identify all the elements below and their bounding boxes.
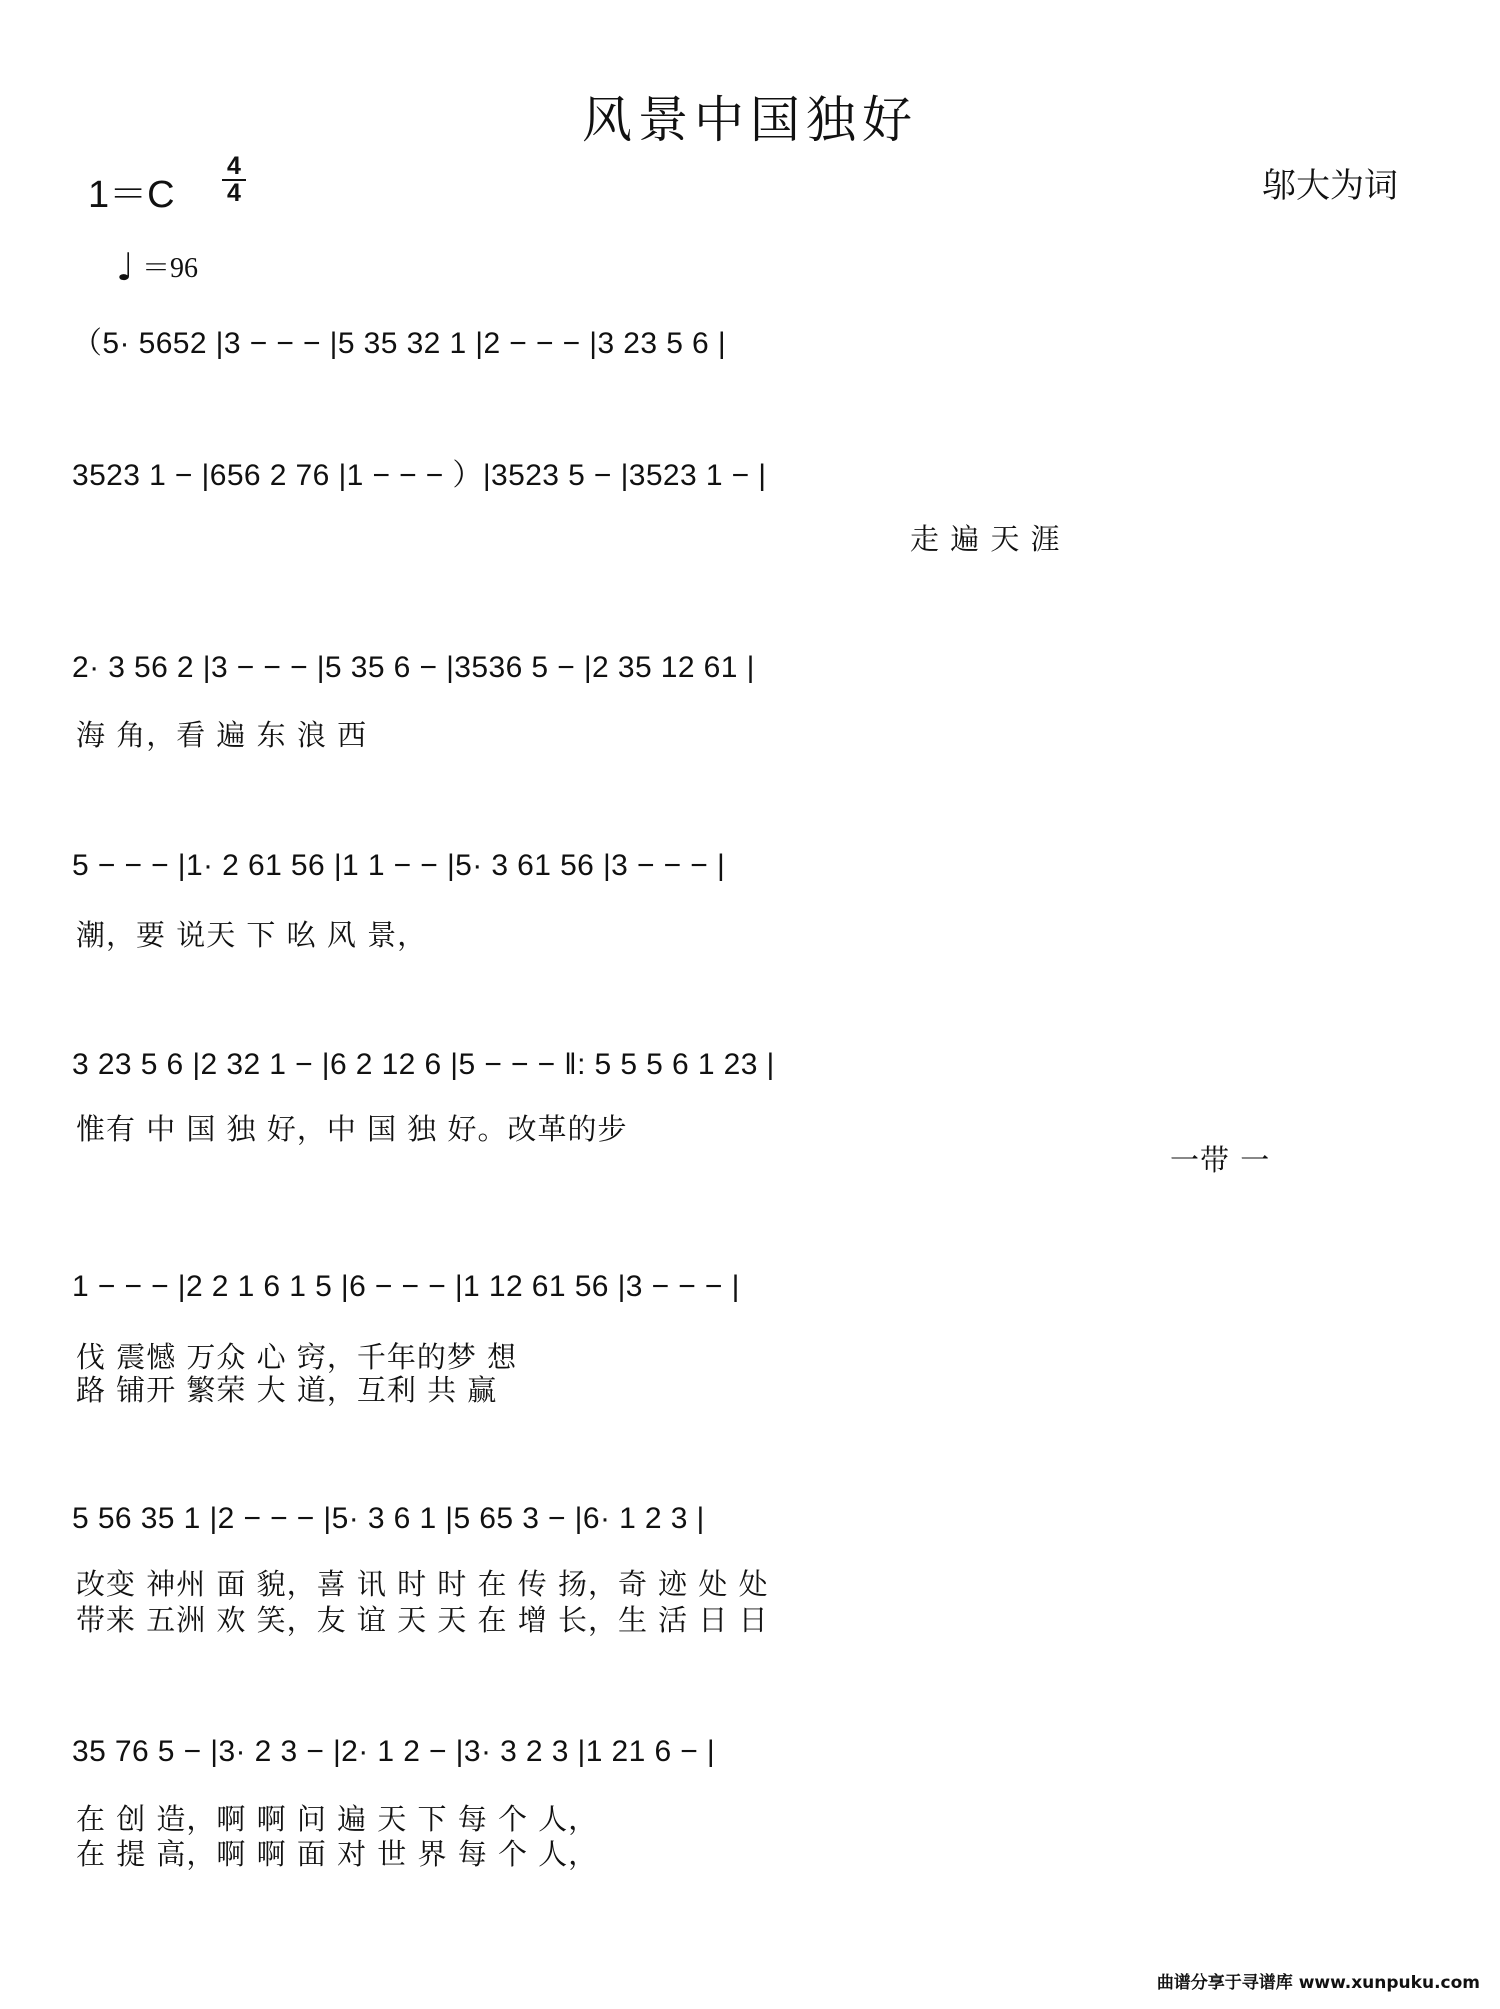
lyric-line-6-1: 伐 震憾 万众 心 窍，千年的梦 想 xyxy=(76,1340,518,1374)
lyric-line-8-2: 在 提 高，啊 啊 面 对 世 界 每 个 人， xyxy=(76,1837,599,1871)
score-line-8: 35 76 5 − |3· 2 3 − |2· 1 2 − |3· 3 2 3 |1 21 6 − | xyxy=(72,1735,716,1768)
lyric-line-5-2: 一带 一 xyxy=(1170,1143,1271,1177)
lyric-line-7-2: 带来 五洲 欢 笑，友 谊 天 天 在 增 长，生 活 日 日 xyxy=(76,1603,769,1637)
lyricist-credit: 邬大为词 xyxy=(1262,166,1398,206)
key-signature: 1＝C xyxy=(88,174,175,216)
time-signature-top: 4 xyxy=(227,152,241,180)
score-line-4: 5 − − − |1· 2 61 56 |1 1 − − |5· 3 61 56 |3 − − − | xyxy=(72,849,726,882)
score-line-7: 5 56 35 1 |2 − − − |5· 3 6 1 |5 65 3 − |6· 1 2 3 | xyxy=(72,1502,705,1535)
lyric-line-4-1: 潮，要 说天 下 吆 风 景， xyxy=(76,918,428,952)
lyric-line-8-1: 在 创 造，啊 啊 问 遍 天 下 每 个 人， xyxy=(76,1802,599,1836)
time-signature-bottom: 4 xyxy=(227,179,241,207)
lyric-line-6-2: 路 铺开 繁荣 大 道，互利 共 赢 xyxy=(76,1373,498,1407)
score-line-5: 3 23 5 6 |2 32 1 − |6 2 12 6 |5 − − − ‖: 5 5 5 6 1 23 | xyxy=(72,1048,775,1081)
lyric-line-7-1: 改变 神州 面 貌，喜 讯 时 时 在 传 扬，奇 迹 处 处 xyxy=(76,1567,769,1601)
lyric-line-2-1: 走 遍 天 涯 xyxy=(910,522,1061,556)
score-line-2: 3523 1 − |656 2 76 |1 − − − ）|3523 5 − |3523 1 − | xyxy=(72,459,767,492)
score-line-1: （5· 5652 |3 − − − |5 35 32 1 |2 − − − |3 23 5 6 | xyxy=(72,327,727,360)
time-signature xyxy=(222,152,246,207)
score-line-6: 1 − − − |2 2 1 6 1 5 |6 − − − |1 12 61 56 |3 − − − | xyxy=(72,1270,740,1303)
quarter-note-icon: ♩ xyxy=(116,245,134,289)
score-line-3: 2· 3 56 2 |3 − − − |5 35 6 − |3536 5 − |2 35 12 61 | xyxy=(72,651,755,684)
footer-credit: 曲谱分享于寻谱库 www.xunpuku.com xyxy=(1156,1973,1480,1993)
lyric-line-5-1: 惟有 中 国 独 好，中 国 独 好。改革的步 xyxy=(76,1112,628,1146)
tempo-marking xyxy=(116,245,198,289)
tempo-value: ＝96 xyxy=(141,253,198,284)
song-title: 风景中国独好 xyxy=(582,91,918,149)
lyric-line-3-1: 海 角，看 遍 东 浪 西 xyxy=(76,718,368,752)
